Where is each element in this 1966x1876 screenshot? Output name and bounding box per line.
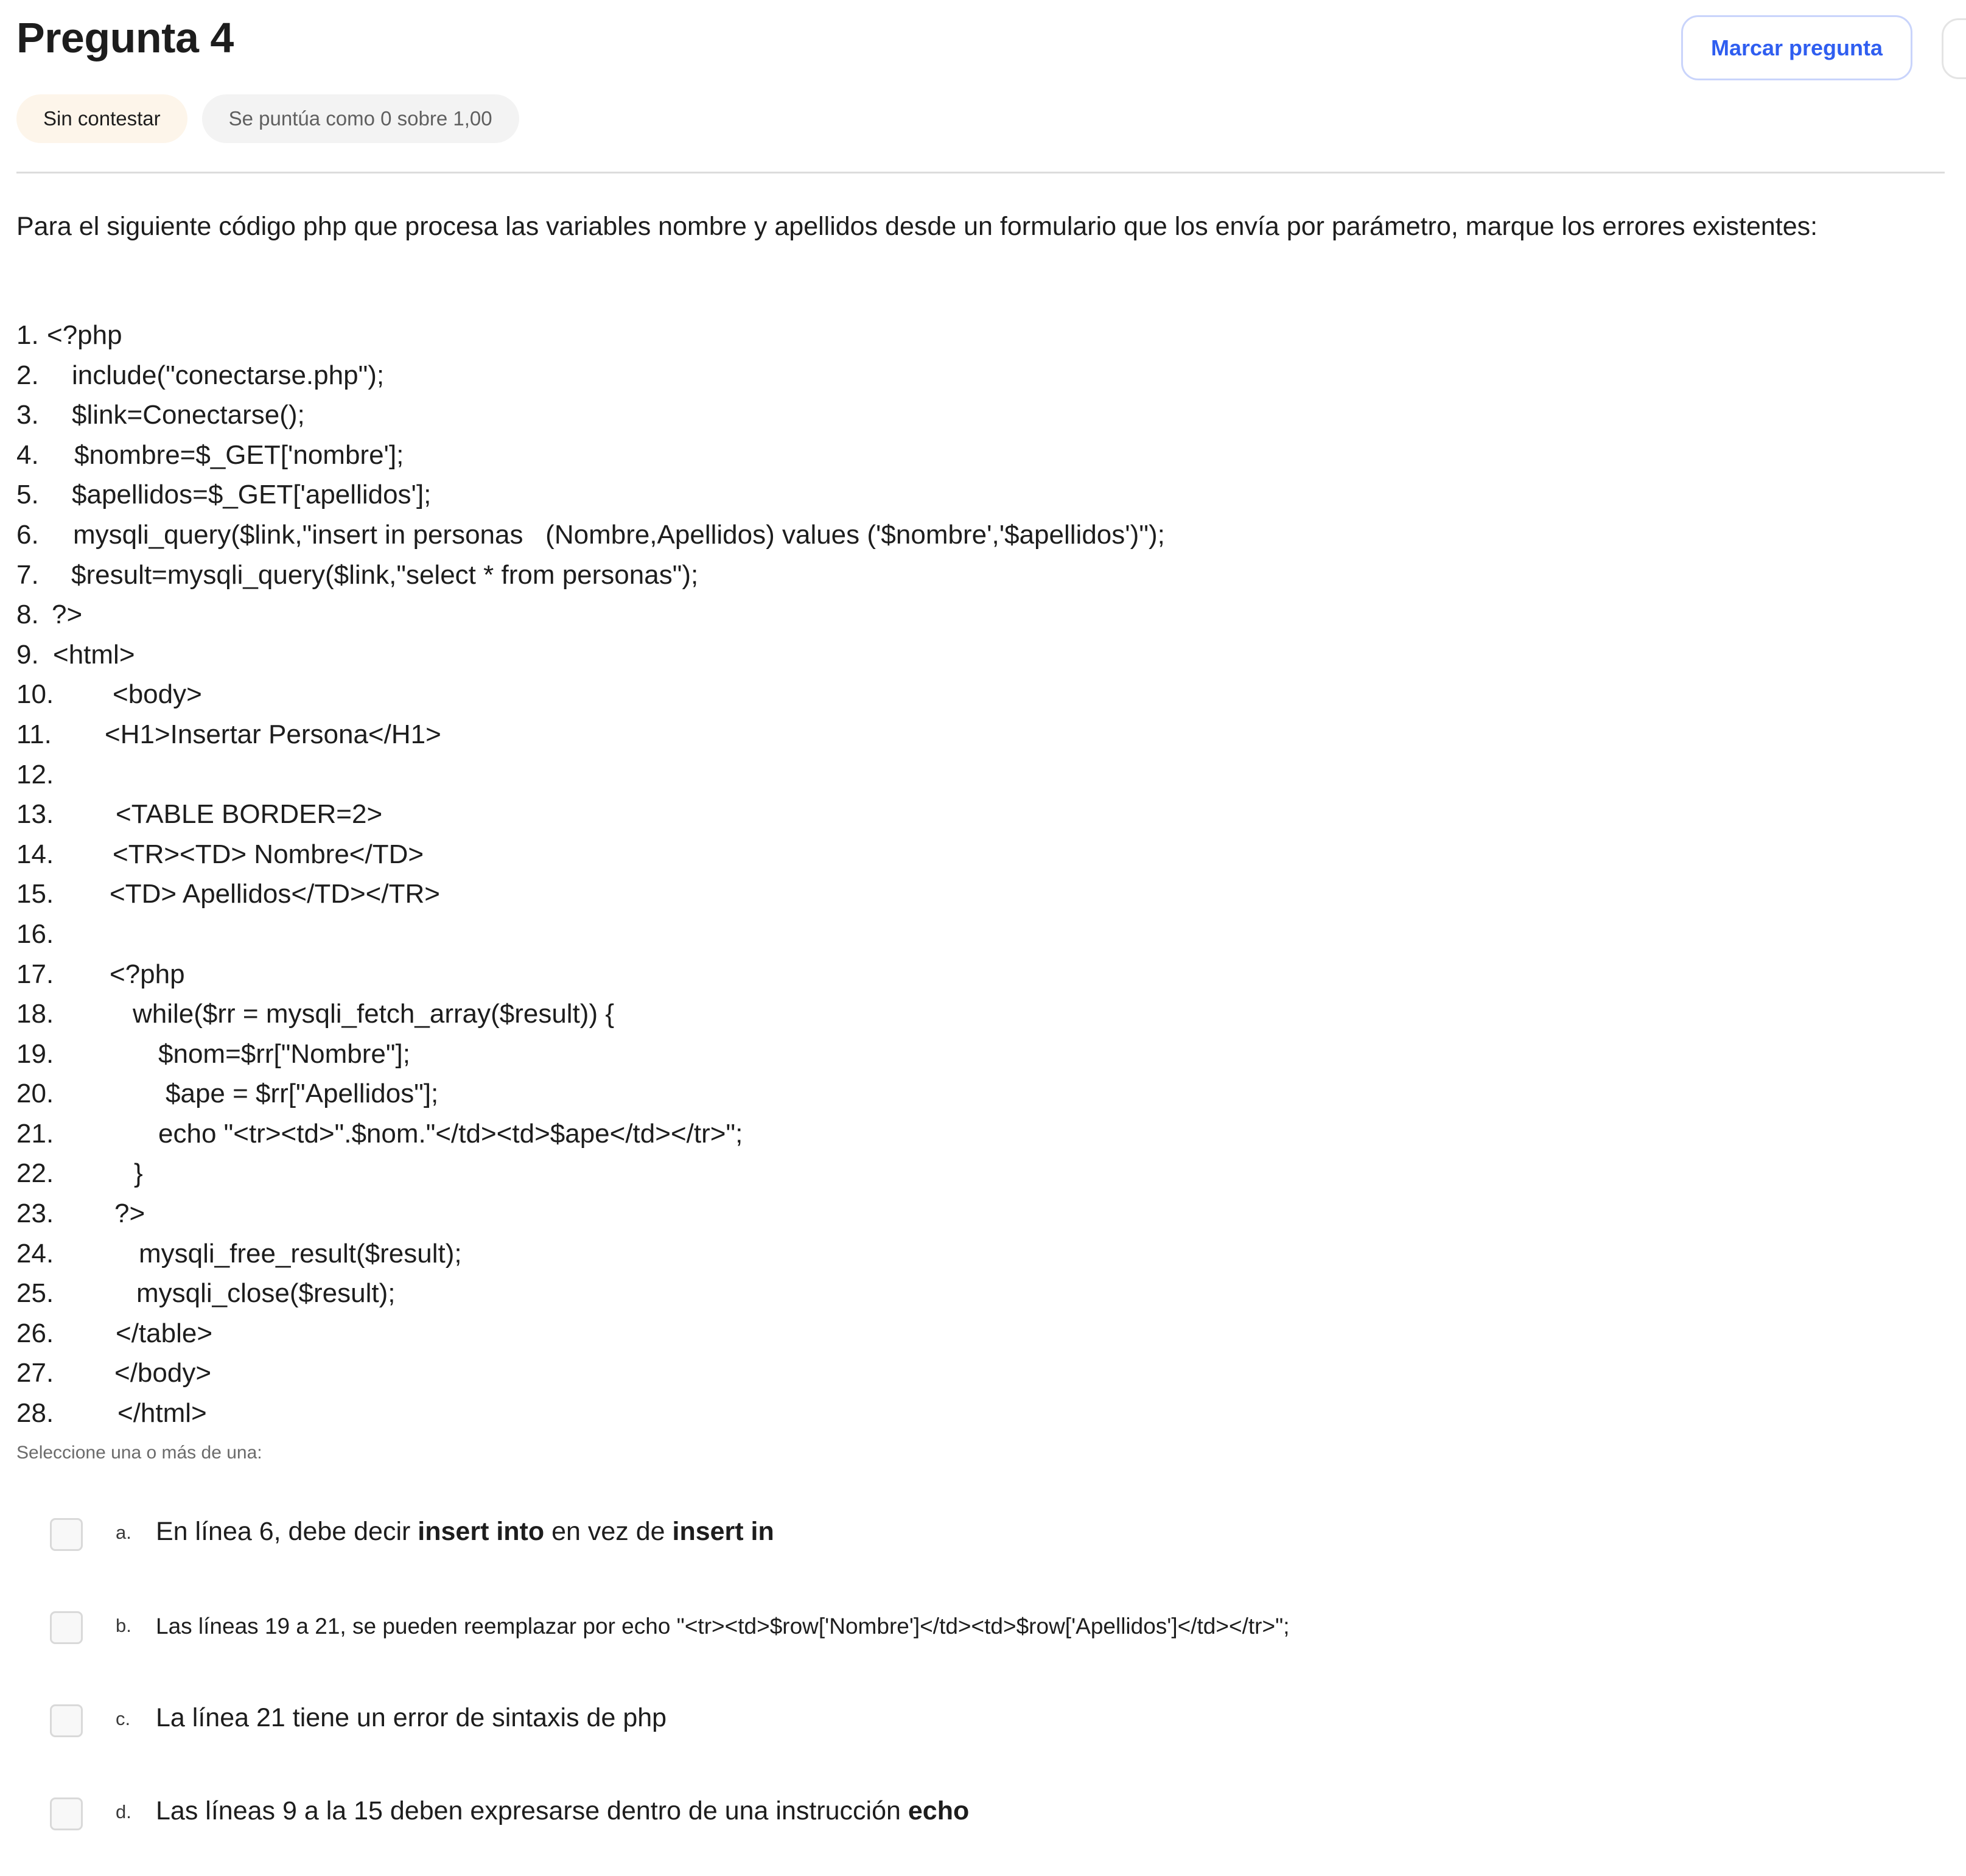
code-text: $link=Conectarse(); [72,400,305,430]
code-line [0,395,1461,435]
code-text: echo "<tr><td>".$nom."</td><td>$ape</td></tr>"; [158,1118,743,1149]
line-number: 20. [16,1079,54,1109]
option-label-part: en vez de [544,1517,673,1546]
code-line [0,874,1461,914]
code-listing [0,315,1461,1433]
code-line [0,755,1461,795]
code-line [0,794,1461,835]
code-text: include("conectarse.php"); [72,360,385,390]
code-line [0,1234,1461,1274]
code-text: $apellidos=$_GET['apellidos']; [72,480,432,510]
secondary-action-button[interactable] [1942,18,1966,79]
code-text: </body> [114,1358,212,1388]
line-number: 6. [16,519,39,550]
answer-option-d[interactable] [0,1783,1826,1876]
code-text: <body> [113,679,202,710]
code-line [0,355,1461,396]
line-number: 4. [16,439,39,470]
code-text: $ape = $rr["Apellidos"]; [166,1079,439,1109]
code-text: $nom=$rr["Nombre"]; [158,1038,410,1069]
line-number: 26. [16,1318,54,1348]
option-label-emphasis: echo [908,1796,970,1825]
option-letter: b. [116,1615,131,1636]
line-number: 25. [16,1278,54,1309]
option-letter: c. [116,1708,131,1729]
code-line [0,315,1461,355]
option-label-emphasis: insert in [672,1517,774,1546]
code-text: <?php [110,959,185,989]
code-line [0,555,1461,595]
code-line [0,635,1461,675]
line-number: 8. [16,600,39,630]
code-line [0,994,1461,1034]
code-text: <H1>Insertar Persona</H1> [105,719,441,749]
code-text: <TABLE BORDER=2> [116,799,383,830]
line-number: 19. [16,1038,54,1069]
option-label[interactable] [156,1517,774,1547]
code-text: mysqli_free_result($result); [139,1238,462,1269]
code-line [0,435,1461,475]
code-text: </html> [117,1398,207,1429]
code-line [0,1393,1461,1433]
code-text: mysqli_close($result); [136,1278,396,1309]
line-number: 22. [16,1158,54,1189]
option-label[interactable] [156,1614,1290,1639]
option-label-part: En línea 6, debe decir [156,1517,418,1546]
line-number: 1. [16,320,39,350]
grade-badge: Se puntúa como 0 sobre 1,00 [202,94,519,143]
answer-options [0,1503,1826,1876]
code-line [0,1114,1461,1154]
line-number: 27. [16,1358,54,1388]
option-label-part: Las líneas 9 a la 15 deben expresarse dentro de una instrucción [156,1796,908,1825]
code-line [0,715,1461,755]
code-line [0,595,1461,635]
page-title: Pregunta 4 [16,14,234,61]
answer-option-a[interactable] [0,1503,1826,1597]
code-line [0,1034,1461,1074]
code-line [0,475,1461,515]
line-number: 9. [16,639,39,670]
code-text: <?php [47,320,122,350]
code-line [0,1074,1461,1114]
answer-option-b[interactable] [0,1597,1826,1690]
line-number: 16. [16,919,54,949]
line-number: 18. [16,999,54,1029]
answer-prompt: Seleccione una o más de una: [16,1443,262,1463]
line-number: 7. [16,559,39,590]
option-label-part: Las líneas 19 a 21, se pueden reemplazar por echo "<tr><td>$row['Nombre']</td><td>$row['Apellidos']</td></tr>"; [156,1614,1290,1639]
code-text: </table> [116,1318,213,1348]
question-text: Para el siguiente código php que procesa las variables nombre y apellidos desde un formulario que los envía por parámetro, marque los errores existentes: [16,212,1818,241]
code-line [0,1194,1461,1234]
answer-checkbox[interactable] [50,1518,83,1551]
line-number: 14. [16,839,54,869]
answer-checkbox[interactable] [50,1704,83,1737]
code-text: ?> [52,600,83,630]
line-number: 2. [16,360,39,390]
code-line [0,1353,1461,1393]
code-line [0,914,1461,954]
code-text: <TR><TD> Nombre</TD> [113,839,424,869]
line-number: 24. [16,1238,54,1269]
code-text: ?> [114,1199,145,1229]
code-line [0,835,1461,875]
option-label[interactable] [156,1796,969,1826]
line-number: 28. [16,1398,54,1429]
code-text: <html> [53,639,135,670]
option-label-emphasis: insert into [418,1517,545,1546]
code-text: } [134,1158,143,1189]
option-letter: a. [116,1522,131,1543]
line-number: 15. [16,879,54,909]
line-number: 23. [16,1199,54,1229]
status-badge: Sin contestar [16,94,187,143]
answer-option-c[interactable] [0,1690,1826,1783]
code-line [0,515,1461,555]
code-line [0,954,1461,995]
answer-checkbox[interactable] [50,1797,83,1830]
code-line [0,1153,1461,1194]
code-text: mysqli_query($link,"insert in personas (Nombre,Apellidos) values ('$nombre','$apellidos')"); [73,519,1165,550]
code-text: while($rr = mysqli_fetch_array($result)) { [133,999,615,1029]
code-text: $nombre=$_GET['nombre']; [74,439,404,470]
line-number: 12. [16,759,54,789]
line-number: 13. [16,799,54,830]
option-letter: d. [116,1801,131,1822]
answer-checkbox[interactable] [50,1611,83,1644]
question-info [16,94,519,143]
code-text: <TD> Apellidos</TD></TR> [110,879,440,909]
code-text: $result=mysqli_query($link,"select * from personas"); [71,559,699,590]
line-number: 17. [16,959,54,989]
line-number: 11. [16,719,52,749]
option-label[interactable] [156,1703,666,1733]
code-line [0,1273,1461,1314]
flag-question-button[interactable]: Marcar pregunta [1681,15,1912,80]
code-line [0,1314,1461,1354]
line-number: 10. [16,679,54,710]
header-divider [16,172,1945,173]
line-number: 5. [16,480,39,510]
line-number: 21. [16,1118,54,1149]
line-number: 3. [16,400,39,430]
code-line [0,674,1461,715]
option-label-part: La línea 21 tiene un error de sintaxis de php [156,1703,667,1732]
